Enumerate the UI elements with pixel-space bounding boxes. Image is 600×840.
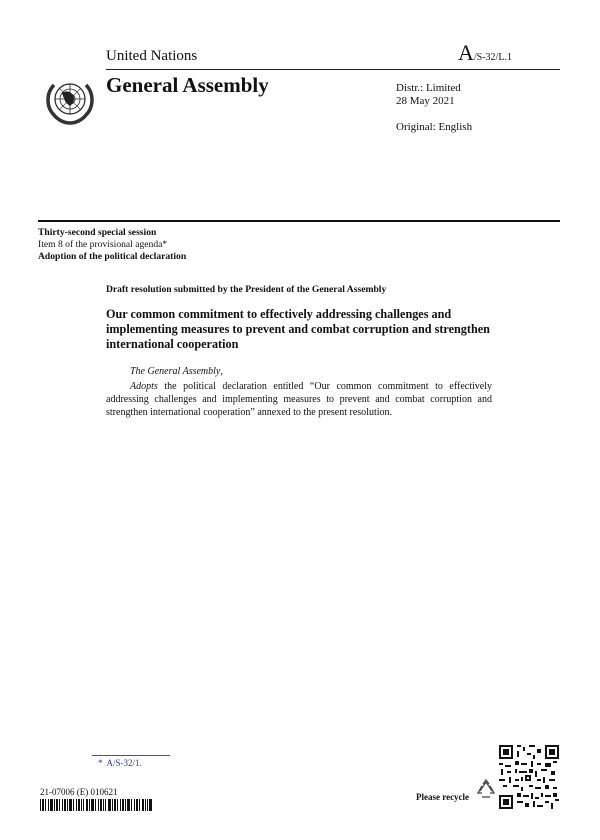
distribution-status: Distr.: Limited (396, 82, 461, 94)
recycle-text: Please recycle (416, 792, 470, 802)
organization-name: United Nations (106, 48, 198, 64)
footnote-marker: * (98, 758, 103, 768)
agenda-item: Item 8 of the provisional agenda* (38, 239, 168, 250)
issue-date: 28 May 2021 (396, 94, 455, 107)
session-block (38, 227, 186, 263)
document-number: 21-07006 (E) 010621 (40, 787, 118, 797)
resolution-title: Our common commitment to effectively addressing challenges and implementing measures to prevent and combat corruption and strengthen international cooperation (106, 307, 490, 351)
preamble-text: The General Assembly (130, 366, 221, 377)
session-name: Thirty-second special session (38, 227, 157, 238)
footnote (98, 758, 142, 768)
operative-verb: Adopts (130, 381, 158, 392)
un-emblem-icon (40, 73, 100, 129)
header-rule (106, 69, 560, 70)
agenda-title: Adoption of the political declaration (38, 251, 187, 262)
organ-title: General Assembly (106, 73, 269, 97)
submitted-by: Draft resolution submitted by the President of the General Assembly (106, 284, 387, 295)
distribution-info (396, 82, 461, 107)
qr-code-icon (499, 745, 559, 809)
footnote-rule (92, 755, 170, 756)
operative-text: the political declaration entitled “Our common commitment to effectively addressing challenges and implementing measures to prevent and combat corruption and strengthen international cooperation” annexed to the present resolution. (106, 381, 492, 418)
document-symbol (458, 40, 512, 66)
original-language: Original: English (396, 121, 473, 133)
document-symbol-prefix: A (458, 40, 474, 65)
operative-paragraph (106, 380, 492, 419)
preamble-comma: , (220, 366, 223, 377)
session-rule (38, 220, 560, 222)
document-symbol-suffix: /S-32/L.1 (473, 52, 512, 63)
footnote-reference-link[interactable]: A/S-32/1. (106, 758, 142, 768)
recycle-icon (476, 779, 496, 801)
barcode-icon (40, 799, 152, 811)
preamble-line (130, 366, 223, 377)
